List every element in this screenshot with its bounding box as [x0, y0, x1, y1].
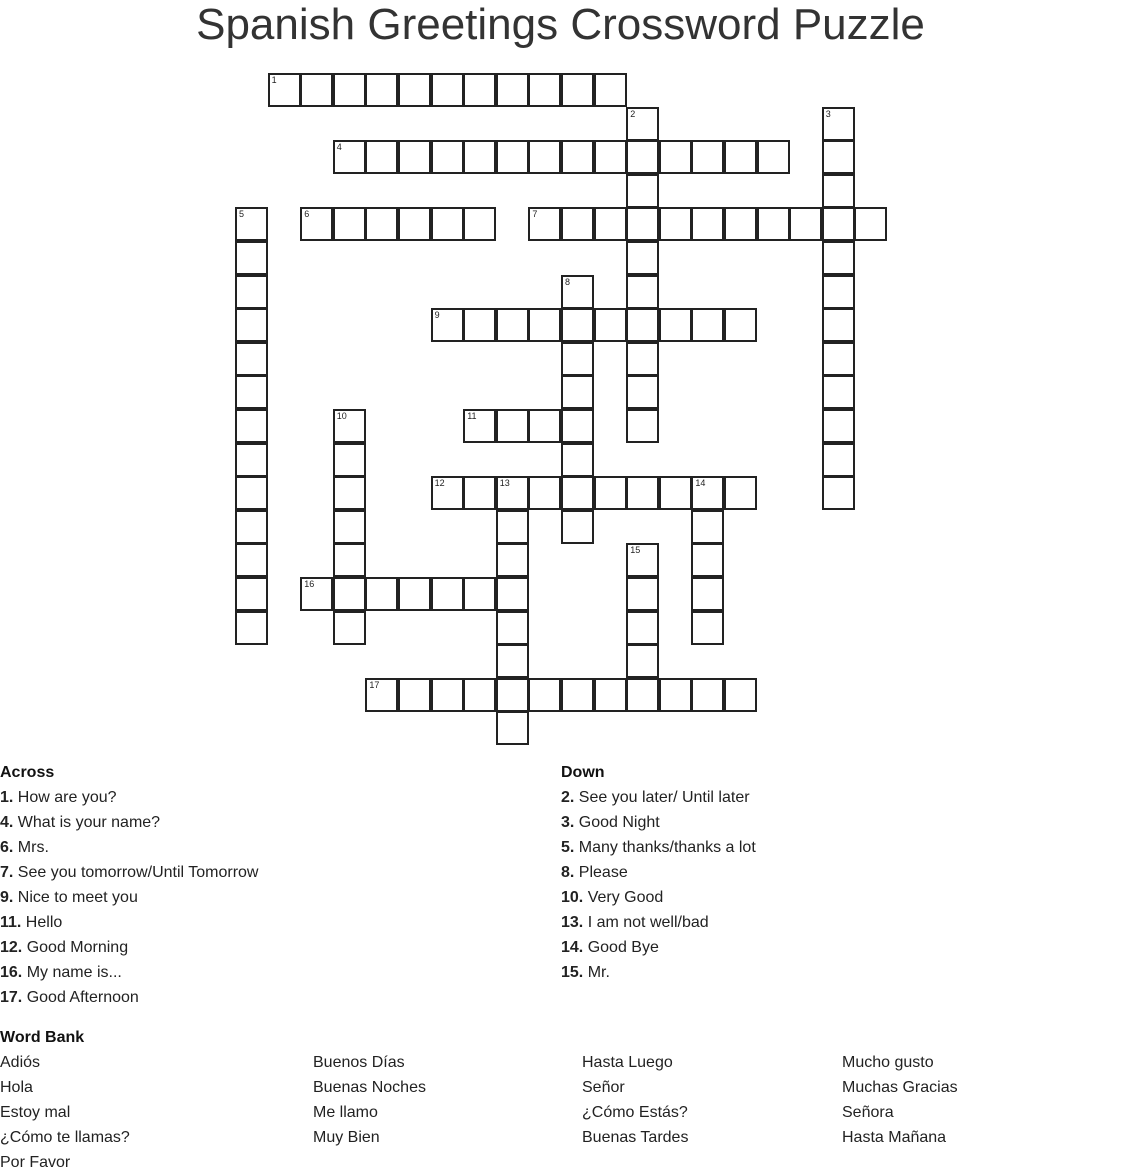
- clue-item: [561, 788, 750, 808]
- crossword-cell[interactable]: [235, 577, 268, 611]
- clue-number: 10: [336, 411, 347, 421]
- crossword-cell[interactable]: [822, 443, 855, 477]
- crossword-cell[interactable]: [626, 275, 659, 309]
- clue-number: 12: [434, 478, 445, 489]
- word-bank-item: Buenas Noches: [313, 1079, 426, 1096]
- crossword-cell[interactable]: [691, 476, 724, 510]
- crossword-cell[interactable]: [691, 611, 724, 645]
- crossword-cell[interactable]: [431, 678, 464, 712]
- clue-number-label: 3.: [561, 814, 575, 831]
- crossword-cell[interactable]: [594, 678, 627, 712]
- crossword-cell[interactable]: [724, 308, 757, 342]
- clue-text: Many thanks/thanks a lot: [574, 839, 756, 856]
- clue-item: [0, 788, 117, 808]
- clue-number-label: 5.: [561, 839, 575, 856]
- crossword-cell[interactable]: [463, 207, 496, 241]
- crossword-cell[interactable]: [496, 409, 529, 443]
- crossword-cell[interactable]: [822, 241, 855, 275]
- crossword-cell[interactable]: [691, 510, 724, 544]
- word-bank-item: Me llamo: [313, 1104, 378, 1121]
- crossword-cell[interactable]: [528, 409, 561, 443]
- word-bank-item: Señor: [582, 1079, 625, 1096]
- clue-item: [0, 863, 258, 883]
- crossword-cell[interactable]: [398, 678, 431, 712]
- clue-number-label: 7.: [0, 864, 14, 881]
- crossword-cell[interactable]: [626, 476, 659, 510]
- crossword-cell[interactable]: [365, 207, 398, 241]
- crossword-cell[interactable]: [594, 73, 627, 107]
- crossword-cell[interactable]: [300, 577, 333, 611]
- crossword-cell[interactable]: [496, 611, 529, 645]
- crossword-cell[interactable]: [594, 207, 627, 241]
- crossword-cell[interactable]: [333, 577, 366, 611]
- crossword-cell[interactable]: [822, 207, 855, 241]
- clue-number: 16: [304, 579, 315, 589]
- clue-number-label: 15.: [561, 964, 584, 981]
- crossword-cell[interactable]: [496, 510, 529, 544]
- crossword-cell[interactable]: [235, 375, 268, 409]
- clue-text: How are you?: [13, 789, 117, 806]
- crossword-cell[interactable]: [365, 140, 398, 174]
- crossword-cell[interactable]: [822, 476, 855, 510]
- crossword-cell[interactable]: [528, 308, 561, 342]
- crossword-cell[interactable]: [822, 342, 855, 376]
- crossword-cell[interactable]: [561, 375, 594, 409]
- crossword-cell[interactable]: [235, 476, 268, 510]
- crossword-cell[interactable]: [659, 207, 692, 241]
- crossword-cell[interactable]: [365, 678, 398, 712]
- crossword-cell[interactable]: [561, 476, 594, 510]
- clue-number-label: 9.: [0, 889, 14, 906]
- crossword-cell[interactable]: [626, 342, 659, 376]
- clue-item: [561, 938, 659, 958]
- crossword-cell[interactable]: [626, 174, 659, 208]
- crossword-cell[interactable]: [333, 409, 366, 443]
- word-bank-item: Mucho gusto: [842, 1054, 934, 1071]
- clue-item: [0, 938, 128, 958]
- clue-text: Good Bye: [583, 939, 659, 956]
- crossword-cell[interactable]: [691, 140, 724, 174]
- crossword-cell[interactable]: [724, 678, 757, 712]
- crossword-cell[interactable]: [626, 308, 659, 342]
- crossword-cell[interactable]: [789, 207, 822, 241]
- clue-number-label: 2.: [561, 789, 575, 806]
- crossword-cell[interactable]: [822, 107, 855, 141]
- crossword-cell[interactable]: [691, 308, 724, 342]
- clue-number: 6: [304, 209, 310, 220]
- clue-number: 14: [695, 478, 706, 489]
- crossword-cell[interactable]: [659, 476, 692, 510]
- crossword-cell[interactable]: [724, 476, 757, 510]
- word-bank-item: Hasta Luego: [582, 1054, 673, 1071]
- crossword-cell[interactable]: [235, 443, 268, 477]
- crossword-cell[interactable]: [235, 543, 268, 577]
- crossword-cell[interactable]: [626, 241, 659, 275]
- crossword-cell[interactable]: [528, 476, 561, 510]
- crossword-cell[interactable]: [463, 476, 496, 510]
- crossword-cell[interactable]: [333, 443, 366, 477]
- crossword-cell[interactable]: [626, 409, 659, 443]
- crossword-cell[interactable]: [561, 73, 594, 107]
- crossword-cell[interactable]: [496, 476, 529, 510]
- crossword-cell[interactable]: [626, 678, 659, 712]
- crossword-cell[interactable]: [463, 73, 496, 107]
- crossword-cell[interactable]: [333, 73, 366, 107]
- crossword-cell[interactable]: [235, 241, 268, 275]
- clue-text: Hello: [21, 914, 63, 931]
- crossword-cell[interactable]: [431, 476, 464, 510]
- crossword-cell[interactable]: [365, 577, 398, 611]
- word-bank-item: Por Favor: [0, 1154, 71, 1171]
- crossword-cell[interactable]: [626, 611, 659, 645]
- clue-item: [561, 913, 709, 933]
- crossword-cell[interactable]: [561, 308, 594, 342]
- crossword-cell[interactable]: [561, 342, 594, 376]
- crossword-cell[interactable]: [496, 577, 529, 611]
- clue-item: [0, 963, 122, 983]
- clue-text: See you later/ Until later: [574, 789, 750, 806]
- crossword-cell[interactable]: [822, 275, 855, 309]
- clue-item: [0, 813, 160, 833]
- word-bank-item: Buenas Tardes: [582, 1129, 689, 1146]
- crossword-cell[interactable]: [496, 140, 529, 174]
- clue-number: 4: [336, 142, 342, 153]
- clue-number: 1: [271, 75, 277, 85]
- crossword-cell[interactable]: [431, 140, 464, 174]
- crossword-cell[interactable]: [626, 207, 659, 241]
- crossword-cell[interactable]: [659, 140, 692, 174]
- crossword-cell[interactable]: [398, 577, 431, 611]
- crossword-cell[interactable]: [235, 275, 268, 309]
- word-bank-item: Muchas Gracias: [842, 1079, 958, 1096]
- clue-item: [561, 838, 756, 858]
- clue-number: 9: [434, 310, 440, 321]
- crossword-cell[interactable]: [626, 107, 659, 141]
- crossword-cell[interactable]: [561, 409, 594, 443]
- crossword-cell[interactable]: [528, 73, 561, 107]
- crossword-cell[interactable]: [594, 140, 627, 174]
- word-bank-item: Muy Bien: [313, 1129, 380, 1146]
- crossword-cell[interactable]: [561, 140, 594, 174]
- crossword-cell[interactable]: [626, 375, 659, 409]
- clue-text: Please: [574, 864, 628, 881]
- crossword-cell[interactable]: [626, 543, 659, 577]
- crossword-cell[interactable]: [235, 611, 268, 645]
- clue-number-label: 13.: [561, 914, 584, 931]
- crossword-cell[interactable]: [463, 577, 496, 611]
- crossword-cell[interactable]: [561, 443, 594, 477]
- crossword-cell[interactable]: [333, 140, 366, 174]
- word-bank-item: ¿Cómo te llamas?: [0, 1129, 130, 1146]
- word-bank-heading: Word Bank: [0, 1029, 85, 1046]
- crossword-cell[interactable]: [333, 207, 366, 241]
- crossword-cell[interactable]: [398, 207, 431, 241]
- crossword-cell[interactable]: [333, 543, 366, 577]
- clue-item: [561, 863, 628, 883]
- crossword-cell[interactable]: [398, 73, 431, 107]
- crossword-cell[interactable]: [822, 174, 855, 208]
- clue-item: [561, 963, 610, 983]
- crossword-cell[interactable]: [757, 207, 790, 241]
- crossword-cell[interactable]: [626, 644, 659, 678]
- crossword-cell[interactable]: [496, 644, 529, 678]
- clue-text: Mrs.: [13, 839, 49, 856]
- crossword-cell[interactable]: [691, 207, 724, 241]
- crossword-cell[interactable]: [691, 678, 724, 712]
- crossword-cell[interactable]: [528, 678, 561, 712]
- crossword-cell[interactable]: [561, 207, 594, 241]
- crossword-cell[interactable]: [496, 308, 529, 342]
- clue-number-label: 14.: [561, 939, 584, 956]
- down-heading: Down: [561, 764, 605, 781]
- word-bank-item: Señora: [842, 1104, 894, 1121]
- clue-item: [561, 888, 663, 908]
- crossword-cell[interactable]: [463, 409, 496, 443]
- clue-number-label: 4.: [0, 814, 14, 831]
- clue-number-label: 8.: [561, 864, 575, 881]
- crossword-cell[interactable]: [431, 308, 464, 342]
- clue-item: [0, 838, 49, 858]
- crossword-cell[interactable]: [594, 308, 627, 342]
- clue-number: 2: [630, 108, 636, 119]
- crossword-cell[interactable]: [431, 577, 464, 611]
- clue-number: 13: [499, 478, 510, 489]
- clue-number: 15: [630, 545, 641, 556]
- crossword-cell[interactable]: [691, 577, 724, 611]
- crossword-cell[interactable]: [626, 577, 659, 611]
- clue-text: Good Afternoon: [22, 989, 139, 1006]
- crossword-cell[interactable]: [659, 308, 692, 342]
- clue-item: [0, 913, 62, 933]
- crossword-cell[interactable]: [463, 678, 496, 712]
- clue-item: [0, 988, 139, 1008]
- word-bank-item: Hola: [0, 1079, 33, 1096]
- crossword-cell[interactable]: [757, 140, 790, 174]
- crossword-cell[interactable]: [626, 140, 659, 174]
- crossword-cell[interactable]: [594, 476, 627, 510]
- crossword-cell[interactable]: [463, 308, 496, 342]
- word-bank-item: Buenos Días: [313, 1054, 405, 1071]
- crossword-cell[interactable]: [268, 73, 301, 107]
- crossword-cell[interactable]: [235, 308, 268, 342]
- crossword-cell[interactable]: [431, 207, 464, 241]
- clue-number-label: 11.: [0, 914, 22, 931]
- crossword-cell[interactable]: [561, 678, 594, 712]
- clue-text: I am not well/bad: [583, 914, 709, 931]
- crossword-cell[interactable]: [528, 207, 561, 241]
- crossword-cell[interactable]: [561, 510, 594, 544]
- crossword-cell[interactable]: [463, 140, 496, 174]
- clue-number: 7: [532, 209, 538, 220]
- across-heading: Across: [0, 764, 55, 781]
- clue-number: 17: [369, 679, 380, 690]
- clue-number-label: 16.: [0, 964, 23, 981]
- crossword-cell[interactable]: [333, 476, 366, 510]
- crossword-cell[interactable]: [496, 678, 529, 712]
- word-bank-item: ¿Cómo Estás?: [582, 1104, 688, 1121]
- clue-number-label: 10.: [561, 889, 584, 906]
- crossword-cell[interactable]: [724, 207, 757, 241]
- clue-number: 11: [467, 411, 477, 421]
- crossword-cell[interactable]: [822, 375, 855, 409]
- clue-item: [0, 888, 138, 908]
- crossword-cell[interactable]: [528, 140, 561, 174]
- crossword-cell[interactable]: [822, 409, 855, 443]
- crossword-cell[interactable]: [365, 73, 398, 107]
- crossword-cell[interactable]: [333, 510, 366, 544]
- crossword-cell[interactable]: [431, 73, 464, 107]
- clue-number: 5: [239, 209, 245, 220]
- clue-item: [561, 813, 660, 833]
- word-bank-item: Adiós: [0, 1054, 41, 1071]
- clue-number-label: 17.: [0, 989, 23, 1006]
- clue-text: My name is...: [22, 964, 122, 981]
- clue-text: Good Morning: [22, 939, 129, 956]
- clue-number-label: 1.: [0, 789, 14, 806]
- crossword-cell[interactable]: [300, 207, 333, 241]
- crossword-cell[interactable]: [659, 678, 692, 712]
- clue-text: What is your name?: [13, 814, 161, 831]
- clue-text: Very Good: [583, 889, 664, 906]
- word-bank-item: Estoy mal: [0, 1104, 71, 1121]
- crossword-cell[interactable]: [333, 611, 366, 645]
- crossword-cell[interactable]: [235, 409, 268, 443]
- clue-text: Good Night: [574, 814, 660, 831]
- clue-text: Nice to meet you: [13, 889, 138, 906]
- crossword-cell[interactable]: [822, 140, 855, 174]
- crossword-cell[interactable]: [235, 510, 268, 544]
- crossword-cell[interactable]: [235, 207, 268, 241]
- crossword-cell[interactable]: [822, 308, 855, 342]
- crossword-cell[interactable]: [691, 543, 724, 577]
- crossword-cell[interactable]: [300, 73, 333, 107]
- crossword-cell[interactable]: [235, 342, 268, 376]
- puzzle-title: Spanish Greetings Crossword Puzzle: [196, 0, 925, 49]
- clue-number: 3: [825, 108, 831, 119]
- clue-number-label: 12.: [0, 939, 23, 956]
- crossword-cell[interactable]: [724, 140, 757, 174]
- clue-number-label: 6.: [0, 839, 14, 856]
- crossword-cell[interactable]: [496, 543, 529, 577]
- clue-number: 8: [565, 276, 571, 287]
- crossword-cell[interactable]: [496, 73, 529, 107]
- clue-text: See you tomorrow/Until Tomorrow: [13, 864, 259, 881]
- crossword-cell[interactable]: [561, 275, 594, 309]
- clue-text: Mr.: [583, 964, 610, 981]
- crossword-cell[interactable]: [496, 711, 529, 745]
- crossword-cell[interactable]: [398, 140, 431, 174]
- crossword-cell[interactable]: [854, 207, 887, 241]
- word-bank-item: Hasta Mañana: [842, 1129, 947, 1146]
